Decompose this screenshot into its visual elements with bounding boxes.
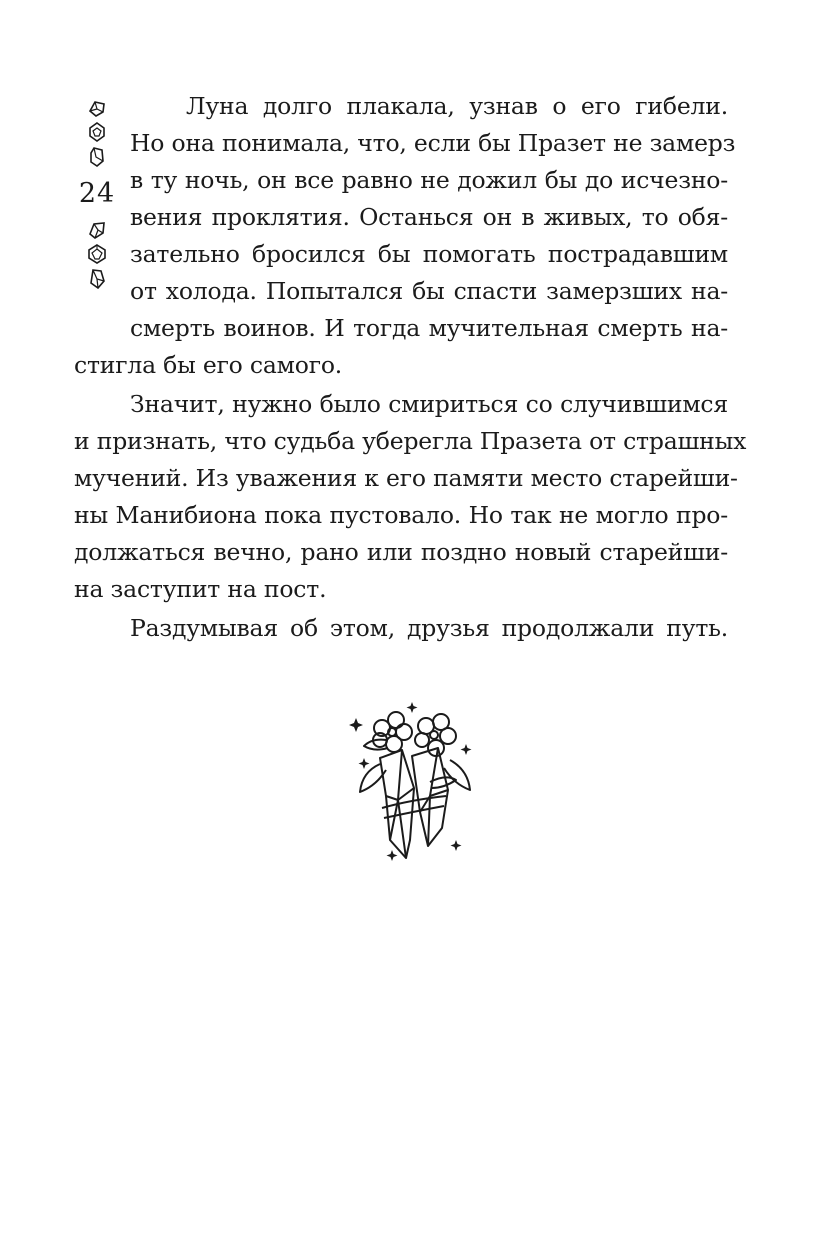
crystal-icon — [86, 243, 108, 265]
text-line: от холода. Попытался бы спасти замерзших на- — [130, 277, 728, 305]
crystal-icon — [86, 267, 108, 289]
page-margin-decoration — [74, 96, 120, 290]
crystal-icon — [86, 121, 108, 143]
text-line: в ту ночь, он все равно не дожил бы до исчезно- — [130, 166, 728, 194]
text-line: стигла бы его самого. — [74, 351, 343, 379]
text-line: Раздумывая об этом, друзья продолжали путь. — [130, 614, 728, 642]
text-line: на заступит на пост. — [74, 575, 327, 603]
crystal-flower-bouquet-icon — [346, 700, 476, 870]
crystal-icon — [86, 219, 108, 241]
text-line: и признать, что судьба уберегла Празета от страшных — [74, 427, 747, 455]
text-line: Но она понимала, что, если бы Празет не замерз — [130, 129, 736, 157]
text-line: зательно бросился бы помогать пострадавшим — [130, 240, 728, 268]
text-line: вения проклятия. Останься он в живых, то обя- — [130, 203, 728, 231]
text-line: ны Манибиона пока пустовало. Но так не могло про- — [74, 501, 728, 529]
crystal-icon — [86, 145, 108, 167]
crystal-icon — [86, 97, 108, 119]
text-line: Луна долго плакала, узнав о его гибели. — [186, 92, 728, 120]
text-line: смерть воинов. И тогда мучительная смерть на- — [130, 314, 728, 342]
text-line: мучений. Из уважения к его памяти место старейши- — [74, 464, 738, 492]
page-number: 24 — [78, 178, 116, 209]
text-line: должаться вечно, рано или поздно новый старейши- — [74, 538, 728, 566]
text-line: Значит, нужно было смириться со случившимся — [130, 390, 728, 418]
